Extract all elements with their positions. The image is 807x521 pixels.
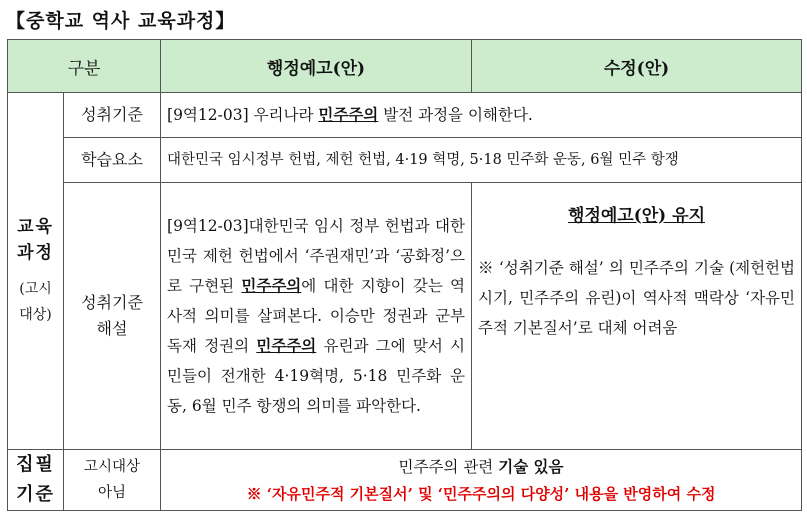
achievement-row [8,93,802,138]
learning-text: 대한민국 임시정부 헌법, 제헌 헌법, 4·19 혁명, 5·18 민주화 운동, 6월 민주 항쟁 [161,138,802,183]
learning-label: 학습요소 [64,138,161,183]
writing-line1: 민주주의 관련 기술 있음 [398,456,564,476]
revision-title: 행정예고(안) 유지 [568,206,705,226]
header-category: 구분 [8,40,161,93]
category-note: (고시 대상) [19,281,52,323]
explanation-row [8,183,802,450]
writing-label: 고시대상 아님 [64,450,161,511]
curriculum-category-cell [8,93,64,450]
document-title: 【중학교 역사 교육과정】 [6,10,236,32]
writing-row [8,450,802,511]
category-line2: 과정 [17,243,54,263]
learning-row [8,138,802,183]
header-revision: 수정(안) [472,40,802,93]
revision-cell [472,183,802,450]
achievement-text: [9역12-03] 우리나라 민주주의 발전 과정을 이해한다. [161,93,802,138]
curriculum-table [7,39,802,511]
category-line1: 교육 [17,217,54,237]
achievement-label: 성취기준 [64,93,161,138]
writing-warning: ※ ‘자유민주적 기본질서’ 및 ‘민주주의의 다양성’ 내용을 반영하여 수정 [246,484,716,503]
writing-category: 집필 기준 [8,450,64,511]
explanation-label: 성취기준 해설 [64,183,161,450]
header-draft: 행정예고(안) [161,40,472,93]
revision-note: ※ ‘성취기준 해설’ 의 민주주의 기술 (제헌헌법 시기, 민주주의 유린)이 역사적 맥락상 ‘자유민주적 기본질서’로 대체 어려움 [478,259,796,337]
writing-text [161,450,802,511]
header-row [8,40,802,93]
explanation-text: [9역12-03]대한민국 임시 정부 헌법과 대한민국 제헌 헌법에서 ‘주권재민’과 ‘공화정’으로 구현된 민주주의에 대한 지향이 갖는 역사적 의미를 살펴본다. 이승만 정권과 군부 독재 정권의 민주주의 유린과 그에 맞서 시민들이 전개한 4·19혁명, 5·18 민주화 운동, 6월 민주 항쟁의 의미를 파악한다. [161,183,472,450]
